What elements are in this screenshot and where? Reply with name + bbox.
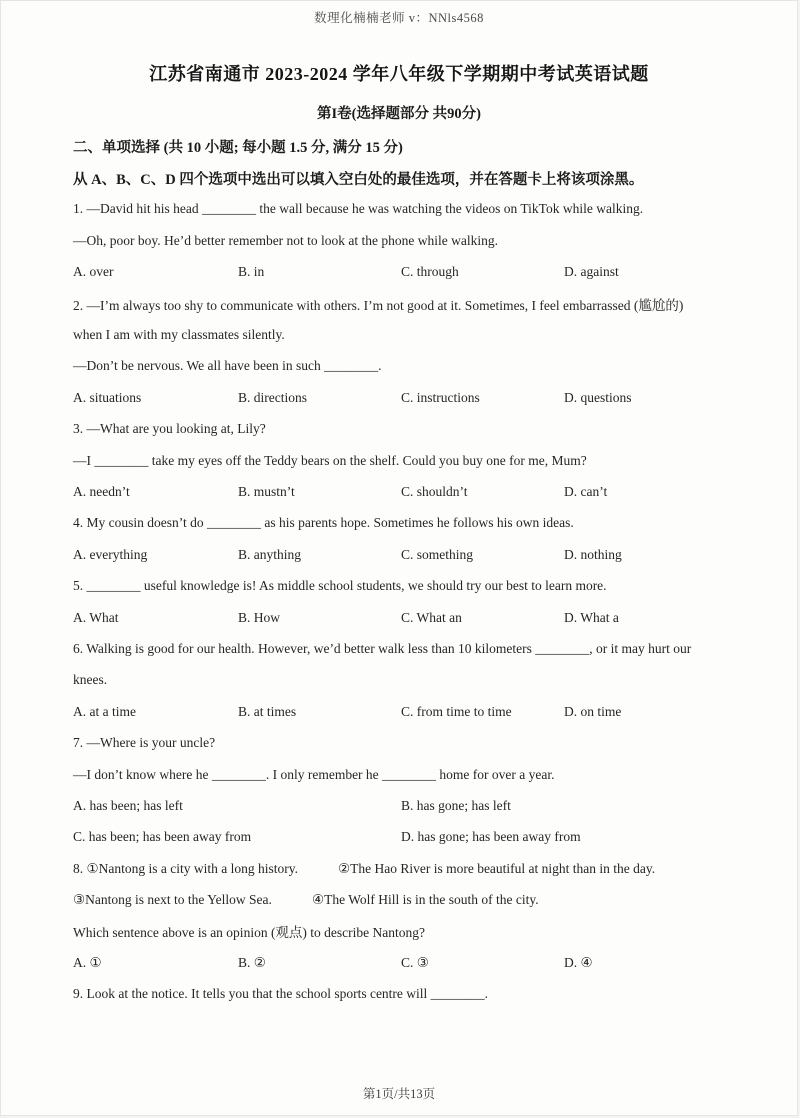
question-9-line-1: 9. Look at the notice. It tells you that the school sports centre will ________. xyxy=(73,986,489,1002)
question-1-line-2: —Oh, poor boy. He’d better remember not to look at the phone while walking. xyxy=(73,232,499,248)
question-5-option-a: A. What xyxy=(73,609,119,625)
question-3-option-c: C. shouldn’t xyxy=(401,483,468,499)
question-1-option-c: C. through xyxy=(401,264,459,280)
question-6-option-d: D. on time xyxy=(564,703,622,719)
question-8-statement-4: ④The Wolf Hill is in the south of the city. xyxy=(312,892,539,908)
question-3-option-b: B. mustn’t xyxy=(238,483,295,499)
volume-heading: 第I卷(选择题部分 共90分) xyxy=(317,106,481,122)
question-7-line-1: 7. —Where is your uncle? xyxy=(73,735,216,751)
section-heading: 二、单项选择 (共 10 小题; 每小题 1.5 分, 满分 15 分) xyxy=(73,140,403,157)
question-7-option-a: A. has been; has left xyxy=(73,797,183,813)
question-8-statement-1: 8. ①Nantong is a city with a long history. xyxy=(73,860,298,876)
question-2-option-a: A. situations xyxy=(73,389,142,405)
question-6-option-b: B. at times xyxy=(238,703,297,719)
question-6-options xyxy=(73,696,731,727)
question-3-option-d: D. can’t xyxy=(564,483,608,499)
watermark-text: 数理化楠楠老师 v：NNls4568 xyxy=(314,11,484,25)
question-6-line-2: knees. xyxy=(73,672,108,688)
question-4-option-c: C. something xyxy=(401,546,474,562)
question-4-option-a: A. everything xyxy=(73,546,148,562)
question-8-statement-2: ②The Hao River is more beautiful at night than in the day. xyxy=(338,860,656,876)
question-5-option-b: B. How xyxy=(238,609,281,625)
question-8-options xyxy=(73,947,731,978)
question-2-option-c: C. instructions xyxy=(401,389,480,405)
question-section xyxy=(73,131,731,1010)
question-4-options xyxy=(73,539,731,570)
question-3-options xyxy=(73,476,731,507)
page-title: 江苏省南通市 2023-2024 学年八年级下学期期中考试英语试题 xyxy=(149,64,649,84)
question-6-option-c: C. from time to time xyxy=(401,703,512,719)
question-7-options-ab xyxy=(73,790,731,821)
question-2-line-1: 2. —I’m always too shy to communicate with others. I’m not good at it. Sometimes, I feel embarrassed (尴尬的) xyxy=(73,297,684,313)
question-5-options xyxy=(73,602,731,633)
question-7-option-c: C. has been; has been away from xyxy=(73,829,252,845)
question-1-line-1: 1. —David hit his head ________ the wall because he was watching the videos on TikTok while walking. xyxy=(73,201,644,217)
question-2-line-2: when I am with my classmates silently. xyxy=(73,327,285,343)
question-1-option-a: A. over xyxy=(73,264,114,280)
question-7-option-d: D. has gone; has been away from xyxy=(401,829,581,845)
question-1-option-b: B. in xyxy=(238,264,265,280)
question-7-line-2: —I don’t know where he ________. I only remember he ________ home for over a year. xyxy=(73,766,555,782)
question-3-line-1: 3. —What are you looking at, Lily? xyxy=(73,421,266,437)
instruction-text: 从 A、B、C、D 四个选项中选出可以填入空白处的最佳选项，并在答题卡上将该项涂黑。 xyxy=(73,171,644,188)
question-8-option-a: A. ① xyxy=(73,954,102,970)
question-2-options xyxy=(73,382,731,413)
question-4-option-b: B. anything xyxy=(238,546,301,562)
question-5-option-d: D. What a xyxy=(564,609,619,625)
question-6-line-1: 6. Walking is good for our health. However, we’d better walk less than 10 kilometers ________, or it may hurt our xyxy=(73,640,692,656)
question-8-statements-3-4 xyxy=(73,884,731,915)
question-8-option-d: D. ④ xyxy=(564,954,593,970)
question-3-option-a: A. needn’t xyxy=(73,483,130,499)
question-8-option-c: C. ③ xyxy=(401,954,429,970)
question-3-line-2: —I ________ take my eyes off the Teddy bears on the shelf. Could you buy one for me, Mum? xyxy=(73,452,587,468)
question-1-options xyxy=(73,257,731,288)
question-2-line-3: —Don’t be nervous. We all have been in such ________. xyxy=(73,358,382,374)
question-1-option-d: D. against xyxy=(564,264,619,280)
question-7-options-cd xyxy=(73,822,731,853)
question-8-line-3: Which sentence above is an opinion (观点) to describe Nantong? xyxy=(73,925,426,941)
question-8-statements-1-2 xyxy=(73,853,731,884)
question-4-option-d: D. nothing xyxy=(564,546,622,562)
question-5-line-1: 5. ________ useful knowledge is! As middle school students, we should try our best to learn more. xyxy=(73,578,607,594)
question-8-statement-3: ③Nantong is next to the Yellow Sea. xyxy=(73,892,272,908)
question-2-option-d: D. questions xyxy=(564,389,632,405)
question-6-option-a: A. at a time xyxy=(73,703,136,719)
question-2-option-b: B. directions xyxy=(238,389,307,405)
footer-page-number: 第1页/共13页 xyxy=(362,1087,436,1101)
question-4-line-1: 4. My cousin doesn’t do ________ as his parents hope. Sometimes he follows his own ideas. xyxy=(73,515,574,531)
question-8-option-b: B. ② xyxy=(238,954,266,970)
question-5-option-c: C. What an xyxy=(401,609,462,625)
question-7-option-b: B. has gone; has left xyxy=(401,797,511,813)
